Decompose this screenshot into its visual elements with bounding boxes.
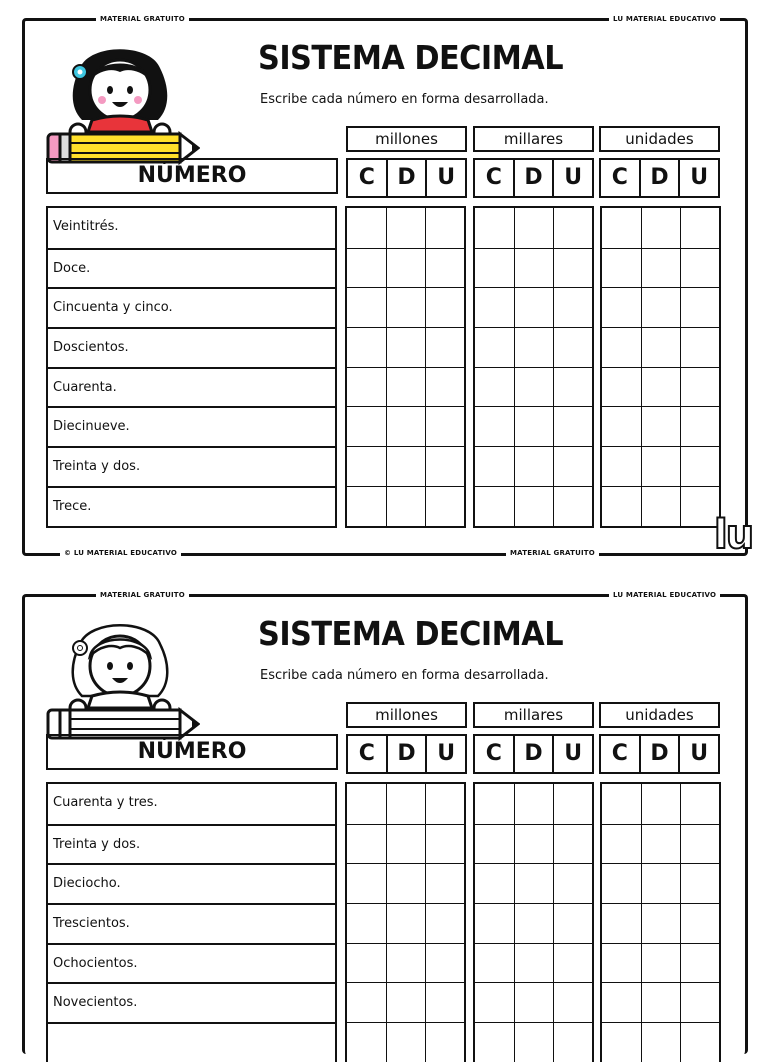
answer-cell[interactable] bbox=[425, 486, 464, 526]
answer-cell[interactable] bbox=[347, 824, 386, 864]
tag-top-right: LU MATERIAL EDUCATIVO bbox=[609, 14, 720, 24]
answer-cell[interactable] bbox=[553, 327, 592, 367]
answer-cell[interactable] bbox=[641, 784, 680, 824]
answer-cell[interactable] bbox=[602, 982, 641, 1022]
answer-cell[interactable] bbox=[514, 784, 553, 824]
letter-c: C bbox=[358, 741, 375, 766]
letter-c: C bbox=[358, 165, 375, 190]
answer-cell[interactable] bbox=[347, 406, 386, 446]
brand-logo: lu bbox=[714, 512, 753, 558]
answer-cell[interactable] bbox=[475, 943, 514, 983]
answer-cell[interactable] bbox=[475, 208, 514, 248]
answer-cell[interactable] bbox=[425, 248, 464, 288]
answer-cell[interactable] bbox=[553, 208, 592, 248]
answer-cell[interactable] bbox=[386, 903, 425, 943]
answer-cell[interactable] bbox=[641, 406, 680, 446]
number-words-list bbox=[46, 206, 337, 528]
answer-cell[interactable] bbox=[425, 824, 464, 864]
answer-cell[interactable] bbox=[347, 446, 386, 486]
answer-cell[interactable] bbox=[347, 1022, 386, 1062]
answer-cell[interactable] bbox=[347, 486, 386, 526]
answer-cell[interactable] bbox=[386, 943, 425, 983]
answer-cell[interactable] bbox=[386, 367, 425, 407]
answer-cell[interactable] bbox=[386, 208, 425, 248]
answer-cell[interactable] bbox=[602, 367, 641, 407]
numero-header: NÚMERO bbox=[46, 734, 338, 770]
answer-cell[interactable] bbox=[347, 784, 386, 824]
group-label-millares: millares bbox=[473, 702, 594, 728]
answer-cell[interactable] bbox=[425, 327, 464, 367]
answer-cell[interactable] bbox=[475, 327, 514, 367]
girl-with-pencil-illustration bbox=[40, 28, 200, 168]
letter-c: C bbox=[611, 741, 628, 766]
answer-cell[interactable] bbox=[602, 903, 641, 943]
answer-cell[interactable] bbox=[680, 784, 719, 824]
answer-cell[interactable] bbox=[680, 287, 719, 327]
group-label-millones: millones bbox=[346, 702, 467, 728]
answer-cell[interactable] bbox=[514, 327, 553, 367]
letter-u: U bbox=[678, 736, 718, 772]
answer-cell[interactable] bbox=[553, 446, 592, 486]
answer-cell[interactable] bbox=[514, 1022, 553, 1062]
answer-cell[interactable] bbox=[553, 486, 592, 526]
answer-cell[interactable] bbox=[425, 208, 464, 248]
answer-cell[interactable] bbox=[680, 903, 719, 943]
answer-cell[interactable] bbox=[475, 982, 514, 1022]
letter-u: U bbox=[425, 736, 465, 772]
letter-d: D bbox=[639, 160, 679, 196]
group-label-millones: millones bbox=[346, 126, 467, 152]
answer-cell[interactable] bbox=[680, 367, 719, 407]
answer-cell[interactable] bbox=[680, 982, 719, 1022]
answer-cell[interactable] bbox=[347, 208, 386, 248]
answer-cell[interactable] bbox=[514, 943, 553, 983]
answer-cell[interactable] bbox=[386, 287, 425, 327]
answer-cell[interactable] bbox=[386, 486, 425, 526]
group-label-unidades: unidades bbox=[599, 702, 720, 728]
answer-cell[interactable] bbox=[386, 784, 425, 824]
answer-cell[interactable] bbox=[641, 486, 680, 526]
answer-cell[interactable] bbox=[347, 863, 386, 903]
answer-cell[interactable] bbox=[425, 982, 464, 1022]
tag-bottom-left: © LU MATERIAL EDUCATIVO bbox=[60, 548, 181, 558]
number-word-row: Treinta y dos. bbox=[48, 824, 335, 864]
answer-cell[interactable] bbox=[553, 287, 592, 327]
worksheet-2 bbox=[0, 576, 768, 1036]
answer-cell[interactable] bbox=[602, 784, 641, 824]
answer-cell[interactable] bbox=[602, 863, 641, 903]
answer-cell[interactable] bbox=[602, 287, 641, 327]
answer-cell[interactable] bbox=[386, 446, 425, 486]
answer-cell[interactable] bbox=[386, 248, 425, 288]
instructions: Escribe cada número en forma desarrollada. bbox=[260, 668, 549, 683]
answer-cell[interactable] bbox=[641, 287, 680, 327]
answer-cell[interactable] bbox=[425, 367, 464, 407]
number-word-row: Cuarenta. bbox=[48, 367, 335, 407]
letter-d: D bbox=[386, 736, 426, 772]
answer-cell[interactable] bbox=[553, 406, 592, 446]
letter-d: D bbox=[513, 160, 553, 196]
answer-cell[interactable] bbox=[641, 446, 680, 486]
answer-cell[interactable] bbox=[386, 863, 425, 903]
place-letters-unidades bbox=[599, 734, 720, 774]
answer-cell[interactable] bbox=[347, 903, 386, 943]
answer-cell[interactable] bbox=[514, 287, 553, 327]
answer-cell[interactable] bbox=[602, 208, 641, 248]
answer-cell[interactable] bbox=[425, 784, 464, 824]
answer-cell[interactable] bbox=[347, 943, 386, 983]
place-letters-millones bbox=[346, 734, 467, 774]
answer-cell[interactable] bbox=[602, 1022, 641, 1062]
answer-cell[interactable] bbox=[602, 446, 641, 486]
answer-cell[interactable] bbox=[475, 446, 514, 486]
answer-cell[interactable] bbox=[680, 824, 719, 864]
answer-cell[interactable] bbox=[514, 486, 553, 526]
answer-cell[interactable] bbox=[386, 406, 425, 446]
answer-cell[interactable] bbox=[514, 367, 553, 407]
number-word-row: Trece. bbox=[48, 486, 335, 526]
answer-cell[interactable] bbox=[602, 943, 641, 983]
place-letters-millares bbox=[473, 734, 594, 774]
answer-cell[interactable] bbox=[514, 824, 553, 864]
number-words-list bbox=[46, 782, 337, 1062]
answer-cell[interactable] bbox=[347, 982, 386, 1022]
letter-d: D bbox=[639, 736, 679, 772]
answer-cell[interactable] bbox=[514, 903, 553, 943]
answer-cell[interactable] bbox=[680, 943, 719, 983]
answer-cell[interactable] bbox=[553, 784, 592, 824]
answer-cell[interactable] bbox=[347, 248, 386, 288]
answer-cell[interactable] bbox=[680, 863, 719, 903]
page-title: SISTEMA DECIMAL bbox=[258, 614, 564, 653]
answer-cell[interactable] bbox=[680, 248, 719, 288]
answer-cell[interactable] bbox=[553, 903, 592, 943]
number-word-row: Cincuenta y cinco. bbox=[48, 287, 335, 327]
answer-cell[interactable] bbox=[641, 367, 680, 407]
answer-grid-millares[interactable] bbox=[473, 782, 594, 1062]
letter-u: U bbox=[552, 736, 592, 772]
answer-cell[interactable] bbox=[641, 943, 680, 983]
answer-cell[interactable] bbox=[475, 784, 514, 824]
answer-cell[interactable] bbox=[641, 208, 680, 248]
tag-top-left: MATERIAL GRATUITO bbox=[96, 14, 189, 24]
answer-cell[interactable] bbox=[641, 248, 680, 288]
answer-cell[interactable] bbox=[386, 824, 425, 864]
letter-u: U bbox=[425, 160, 465, 196]
answer-cell[interactable] bbox=[641, 982, 680, 1022]
answer-cell[interactable] bbox=[475, 863, 514, 903]
answer-cell[interactable] bbox=[347, 327, 386, 367]
answer-cell[interactable] bbox=[514, 208, 553, 248]
number-word-row: Veintitrés. bbox=[53, 219, 119, 234]
group-label-millares: millares bbox=[473, 126, 594, 152]
answer-cell[interactable] bbox=[602, 824, 641, 864]
answer-cell[interactable] bbox=[680, 446, 719, 486]
place-letters-millares bbox=[473, 158, 594, 198]
answer-cell[interactable] bbox=[641, 1022, 680, 1062]
answer-cell[interactable] bbox=[680, 406, 719, 446]
answer-cell[interactable] bbox=[475, 486, 514, 526]
letter-c: C bbox=[485, 741, 502, 766]
answer-cell[interactable] bbox=[553, 367, 592, 407]
answer-cell[interactable] bbox=[641, 863, 680, 903]
answer-grid-millares[interactable] bbox=[473, 206, 594, 528]
answer-cell[interactable] bbox=[347, 367, 386, 407]
answer-cell[interactable] bbox=[602, 406, 641, 446]
answer-cell[interactable] bbox=[553, 863, 592, 903]
answer-cell[interactable] bbox=[475, 248, 514, 288]
answer-cell[interactable] bbox=[514, 982, 553, 1022]
letter-c: C bbox=[485, 165, 502, 190]
number-word-row: Ochocientos. bbox=[48, 943, 335, 983]
answer-cell[interactable] bbox=[425, 406, 464, 446]
answer-cell[interactable] bbox=[475, 406, 514, 446]
numero-header: NÚMERO bbox=[46, 158, 338, 194]
answer-cell[interactable] bbox=[386, 1022, 425, 1062]
instructions: Escribe cada número en forma desarrollada. bbox=[260, 92, 549, 107]
answer-cell[interactable] bbox=[641, 327, 680, 367]
answer-cell[interactable] bbox=[641, 903, 680, 943]
answer-cell[interactable] bbox=[553, 248, 592, 288]
answer-cell[interactable] bbox=[386, 982, 425, 1022]
answer-cell[interactable] bbox=[425, 903, 464, 943]
number-word-row: Doscientos. bbox=[48, 327, 335, 367]
tag-bottom-right: MATERIAL GRATUITO bbox=[506, 548, 599, 558]
letter-u: U bbox=[552, 160, 592, 196]
answer-cell[interactable] bbox=[553, 1022, 592, 1062]
answer-cell[interactable] bbox=[475, 287, 514, 327]
answer-grid-unidades[interactable] bbox=[600, 206, 721, 528]
number-word-row: Doce. bbox=[48, 248, 335, 288]
number-word-row: Novecientos. bbox=[48, 982, 335, 1022]
answer-cell[interactable] bbox=[641, 824, 680, 864]
number-word-row: Dieciocho. bbox=[48, 863, 335, 903]
answer-cell[interactable] bbox=[425, 446, 464, 486]
answer-cell[interactable] bbox=[553, 982, 592, 1022]
answer-cell[interactable] bbox=[425, 863, 464, 903]
number-word-row: Trescientos. bbox=[48, 903, 335, 943]
number-word-row: Diecinueve. bbox=[48, 406, 335, 446]
answer-cell[interactable] bbox=[602, 327, 641, 367]
place-letters-unidades bbox=[599, 158, 720, 198]
answer-cell[interactable] bbox=[475, 903, 514, 943]
group-label-unidades: unidades bbox=[599, 126, 720, 152]
answer-cell[interactable] bbox=[347, 287, 386, 327]
letter-c: C bbox=[611, 165, 628, 190]
place-letters-millones bbox=[346, 158, 467, 198]
number-word-row bbox=[48, 1022, 335, 1062]
tag-top-left: MATERIAL GRATUITO bbox=[96, 590, 189, 600]
answer-cell[interactable] bbox=[514, 863, 553, 903]
answer-cell[interactable] bbox=[553, 943, 592, 983]
letter-u: U bbox=[678, 160, 718, 196]
answer-cell[interactable] bbox=[514, 406, 553, 446]
letter-d: D bbox=[386, 160, 426, 196]
answer-cell[interactable] bbox=[602, 248, 641, 288]
answer-cell[interactable] bbox=[553, 824, 592, 864]
girl-with-pencil-outline-illustration bbox=[40, 604, 200, 744]
answer-cell[interactable] bbox=[386, 327, 425, 367]
tag-top-right: LU MATERIAL EDUCATIVO bbox=[609, 590, 720, 600]
answer-cell[interactable] bbox=[680, 1022, 719, 1062]
answer-cell[interactable] bbox=[602, 486, 641, 526]
answer-grid-millones[interactable] bbox=[345, 206, 466, 528]
answer-cell[interactable] bbox=[475, 824, 514, 864]
answer-cell[interactable] bbox=[680, 208, 719, 248]
answer-grid-millones[interactable] bbox=[345, 782, 466, 1062]
answer-cell[interactable] bbox=[475, 367, 514, 407]
answer-grid-unidades[interactable] bbox=[600, 782, 721, 1062]
answer-cell[interactable] bbox=[425, 1022, 464, 1062]
answer-cell[interactable] bbox=[680, 327, 719, 367]
answer-cell[interactable] bbox=[475, 1022, 514, 1062]
number-word-row: Treinta y dos. bbox=[48, 446, 335, 486]
answer-cell[interactable] bbox=[425, 943, 464, 983]
answer-cell[interactable] bbox=[514, 446, 553, 486]
answer-cell[interactable] bbox=[425, 287, 464, 327]
letter-d: D bbox=[513, 736, 553, 772]
number-word-row: Cuarenta y tres. bbox=[53, 795, 158, 810]
answer-cell[interactable] bbox=[514, 248, 553, 288]
page-title: SISTEMA DECIMAL bbox=[258, 38, 564, 77]
